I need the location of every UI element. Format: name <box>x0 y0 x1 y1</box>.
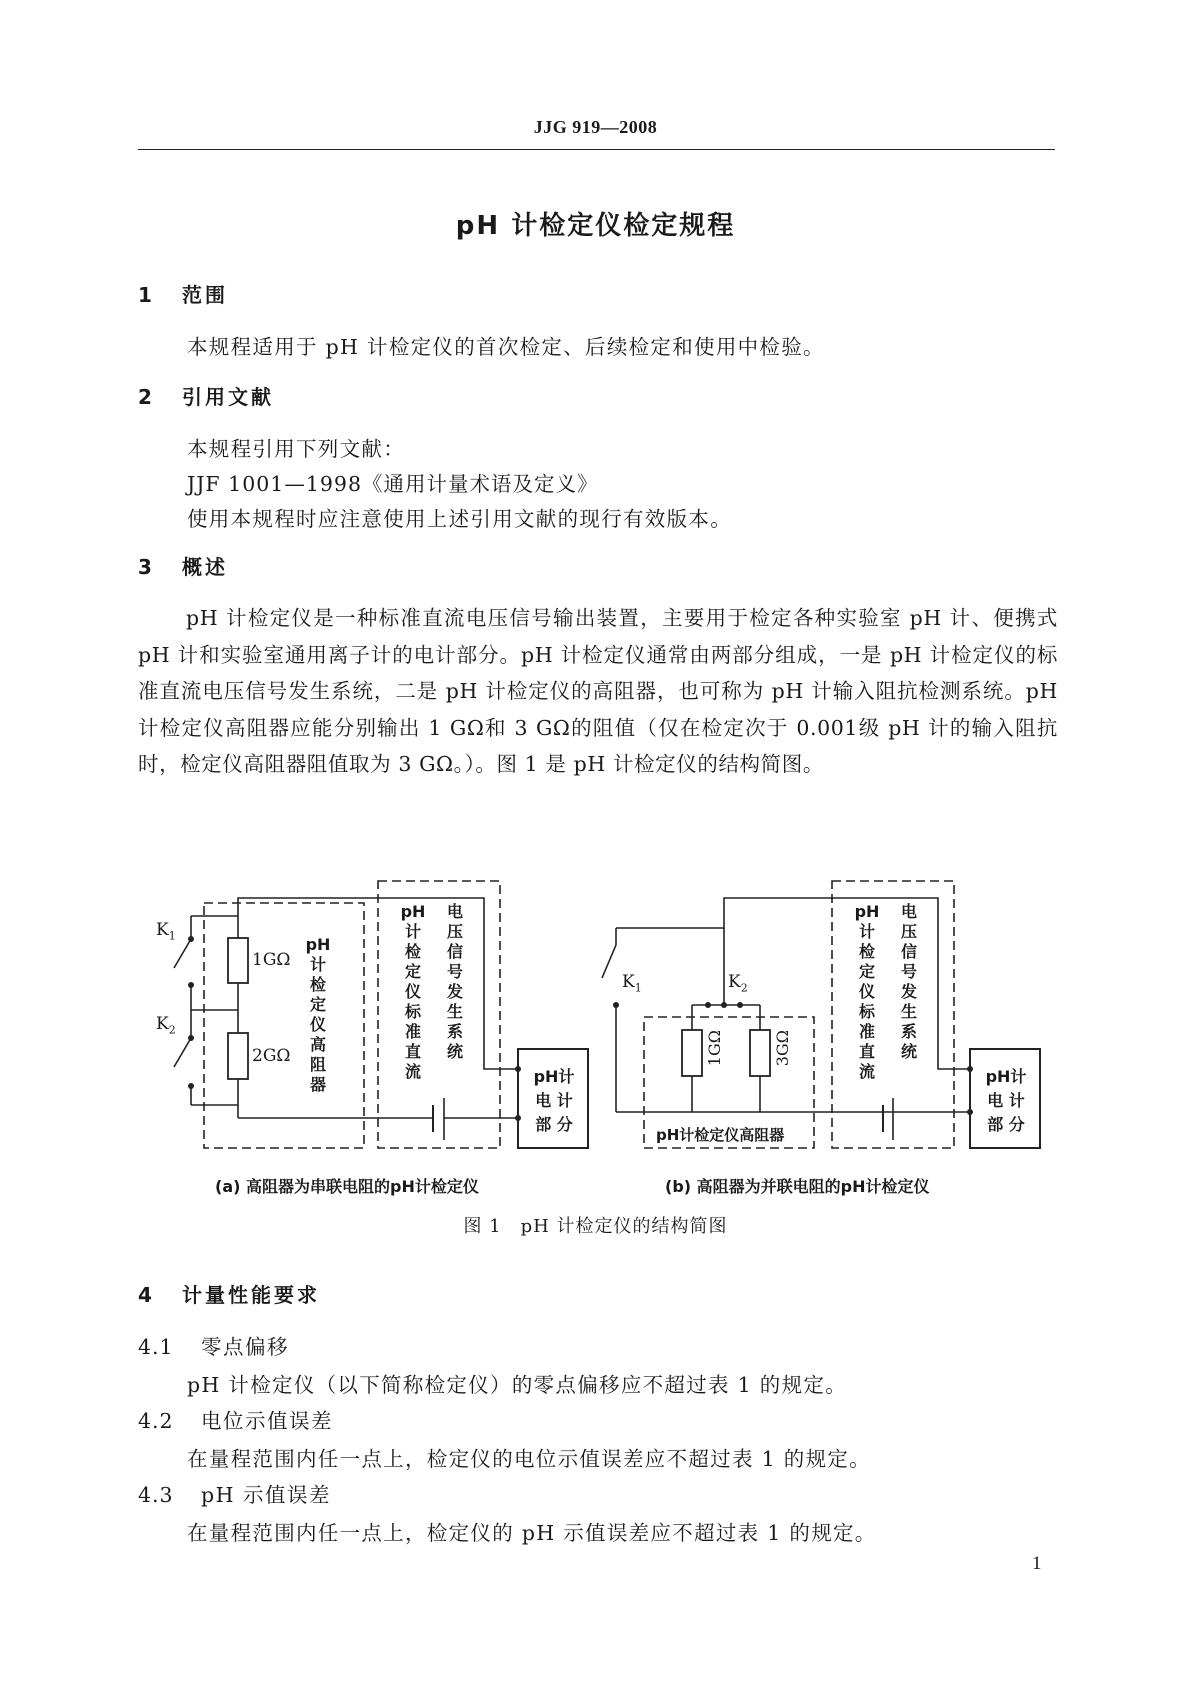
std-source-col2-a <box>440 902 470 1062</box>
std-source-b-char: 流 <box>858 1062 875 1081</box>
std-source-b-char: 电 <box>900 902 917 921</box>
std-source-a-char: 直 <box>404 1042 421 1061</box>
std-source-a-char: 统 <box>446 1042 463 1061</box>
std-source-b-char: 直 <box>858 1042 875 1061</box>
section-number: 3 <box>138 555 152 579</box>
std-source-a-char: 信 <box>446 942 463 961</box>
std-source-b-char: 生 <box>900 1002 917 1021</box>
std-source-a-char: 检 <box>404 942 421 961</box>
resistor-box-a-char: 高 <box>309 1035 326 1054</box>
std-source-a-char: 电 <box>446 902 463 921</box>
switch-k2-label-a: $K_2$ <box>156 1014 176 1037</box>
std-source-a-char: 压 <box>446 922 463 941</box>
std-source-b-char: 定 <box>858 962 875 981</box>
section-number: 1 <box>138 283 152 307</box>
resistor-box-label-a <box>303 935 333 1095</box>
std-source-col2-b <box>894 902 924 1062</box>
std-source-b-char: 准 <box>858 1022 875 1041</box>
section-title: 计量性能要求 <box>182 1283 320 1307</box>
figure-a-caption: (a) 高阻器为串联电阻的pH计检定仪 <box>215 1177 479 1196</box>
meter-label-a <box>524 1065 584 1137</box>
section-3-paragraph: pH 计检定仪是一种标准直流电压信号输出装置，主要用于检定各种实验室 pH 计、便携式 pH 计和实验室通用离子计的电计部分。pH 计检定仪通常由两部分组成，一是 pH 计检定仪的标准直流电压信号发生系统，二是 pH 计检定仪的高阻器，也可称为 pH 计输入阻抗检测系统。pH 计检定仪高阻器应能分别输出 1 GΩ和 3 GΩ的阻值（仅在检定次于 0.001级 pH 计的输入阻抗时，检定仪高阻器阻值取为 3 GΩ。）。图 1 是 pH 计检定仪的结构简图。 <box>138 606 1058 776</box>
std-source-a-char: 流 <box>404 1062 421 1081</box>
section-4-heading <box>138 1279 320 1308</box>
std-source-col1-b <box>852 902 882 1082</box>
resistor-box-a-char: 计 <box>309 955 326 974</box>
switch-k1-label-b: $K_1$ <box>622 972 642 995</box>
subsection-4-1-text: pH 计检定仪（以下简称检定仪）的零点偏移应不超过表 1 的规定。 <box>187 1373 847 1397</box>
std-source-b-char: 标 <box>858 1002 875 1021</box>
resistor-box-a-char: 阻 <box>309 1055 326 1074</box>
resistor-box-a-char: 仪 <box>309 1015 326 1034</box>
std-source-b-char: 计 <box>858 922 875 941</box>
resistor-box-a-char: 定 <box>309 995 326 1014</box>
switch-k2-label-b: $K_2$ <box>728 972 748 995</box>
std-source-b-char: 仪 <box>858 982 875 1001</box>
meter-b-char: 部 分 <box>987 1115 1025 1134</box>
resistor-box-a-char: pH <box>305 935 331 954</box>
section-2-line-1: 本规程引用下列文献： <box>187 437 405 461</box>
section-title: 引用文献 <box>182 385 274 409</box>
resistor-1g-label-b: 1GΩ <box>705 1030 724 1067</box>
resistor-2g-label-a: 2GΩ <box>252 1046 291 1066</box>
std-source-b-char: 发 <box>900 982 917 1001</box>
meter-a-char: pH计 <box>533 1067 575 1086</box>
subsection-4-1: 4.1 零点偏移 <box>138 1335 289 1359</box>
meter-b-char: pH计 <box>985 1067 1027 1086</box>
document-code: JJG 919—2008 <box>533 117 658 137</box>
switch-k1-label-a: $K_1$ <box>156 920 176 943</box>
resistor-1g-label-a: 1GΩ <box>252 950 291 970</box>
figure-b-caption: (b) 高阻器为并联电阻的pH计检定仪 <box>665 1177 930 1196</box>
std-source-b-char: pH <box>854 902 880 921</box>
meter-a-char: 部 分 <box>535 1115 573 1134</box>
std-source-a-char: pH <box>400 902 426 921</box>
std-source-b-char: 信 <box>900 942 917 961</box>
subsection-4-2-text: 在量程范围内任一点上，检定仪的电位示值误差应不超过表 1 的规定。 <box>187 1447 871 1471</box>
subsection-4-3-text: 在量程范围内任一点上，检定仪的 pH 示值误差应不超过表 1 的规定。 <box>187 1521 877 1545</box>
section-1-text: 本规程适用于 pH 计检定仪的首次检定、后续检定和使用中检验。 <box>187 335 825 359</box>
section-2-line-2: JJF 1001—1998《通用计量术语及定义》 <box>187 472 599 496</box>
std-source-a-char: 标 <box>404 1002 421 1021</box>
section-number: 2 <box>138 385 152 409</box>
std-source-b-char: 统 <box>900 1042 917 1061</box>
std-source-a-char: 系 <box>446 1022 463 1041</box>
section-title: 范围 <box>182 283 228 307</box>
resistor-box-label-b: pH计检定仪高阻器 <box>656 1126 785 1144</box>
std-source-col1-a <box>398 902 428 1082</box>
page-title: pH 计检定仪检定规程 <box>455 211 736 241</box>
page-number: 1 <box>1032 1553 1042 1574</box>
subsection-4-2: 4.2 电位示值误差 <box>138 1409 333 1433</box>
std-source-a-char: 仪 <box>404 982 421 1001</box>
meter-a-char: 电 计 <box>535 1091 573 1110</box>
std-source-a-char: 号 <box>446 962 463 981</box>
std-source-a-char: 计 <box>404 922 421 941</box>
section-title: 概述 <box>182 555 228 579</box>
resistor-box-a-char: 器 <box>309 1075 326 1094</box>
std-source-b-char: 号 <box>900 962 917 981</box>
std-source-b-char: 检 <box>858 942 875 961</box>
figure-caption: 图 1 pH 计检定仪的结构简图 <box>463 1216 728 1237</box>
resistor-box-a-char: 检 <box>309 975 326 994</box>
resistor-3g-label-b: 3GΩ <box>773 1030 792 1067</box>
voltage-source-box-a <box>378 881 500 1148</box>
subsection-4-3: 4.3 pH 示值误差 <box>138 1483 332 1507</box>
std-source-b-char: 压 <box>900 922 917 941</box>
std-source-b-char: 系 <box>900 1022 917 1041</box>
meter-b-char: 电 计 <box>987 1091 1025 1110</box>
section-2-line-3: 使用本规程时应注意使用上述引用文献的现行有效版本。 <box>187 507 732 531</box>
meter-label-b <box>976 1065 1036 1137</box>
section-number: 4 <box>138 1283 152 1307</box>
std-source-a-char: 发 <box>446 982 463 1001</box>
std-source-a-char: 定 <box>404 962 421 981</box>
std-source-a-char: 准 <box>404 1022 421 1041</box>
std-source-a-char: 生 <box>446 1002 463 1021</box>
